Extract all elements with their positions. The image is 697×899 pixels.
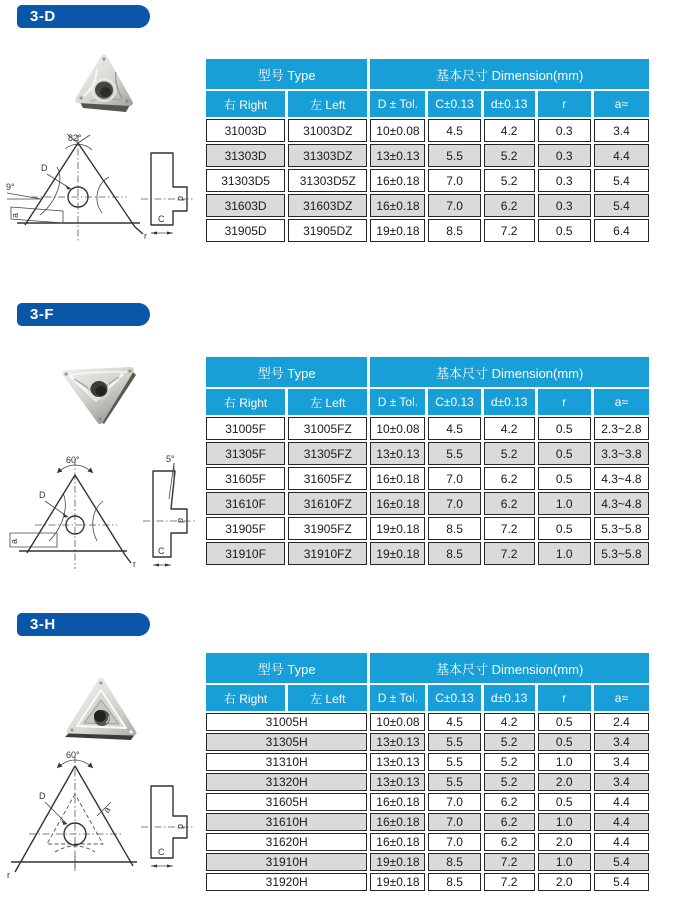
dim-apex-angle: 60° <box>66 750 80 760</box>
col-d-header: d±0.13 <box>484 685 535 711</box>
dimension-cell: 7.2 <box>484 873 535 891</box>
dimension-cell: 13±0.13 <box>370 753 425 771</box>
dimension-cell: 5.5 <box>428 144 480 167</box>
type-group-header: 型号 Type <box>206 653 367 683</box>
dimension-cell: 4.3~4.8 <box>594 467 649 490</box>
dimension-cell: 3.4 <box>594 733 649 751</box>
dimension-cell: 4.4 <box>594 813 649 831</box>
insert-photo-3d <box>70 52 138 120</box>
dimension-cell: 4.4 <box>594 833 649 851</box>
dimension-cell: 16±0.18 <box>370 169 425 192</box>
dimension-cell: 7.0 <box>428 194 480 217</box>
dimension-cell: 0.5 <box>538 517 591 540</box>
dimension-cell: 5.3~5.8 <box>594 517 649 540</box>
dimension-cell: 16±0.18 <box>370 194 425 217</box>
table-row <box>206 873 649 891</box>
dimension-cell: 16±0.18 <box>370 492 425 515</box>
dimension-cell: 5.2 <box>484 733 535 751</box>
dimension-cell: 7.0 <box>428 169 480 192</box>
dimension-cell: 5.5 <box>428 733 480 751</box>
dimension-cell: 31603DZ <box>288 194 367 217</box>
dimension-cell: 6.2 <box>484 793 535 811</box>
insert-photo-3h <box>62 675 140 743</box>
dimension-cell: 8.5 <box>428 873 480 891</box>
dimension-cell: 8.5 <box>428 517 480 540</box>
col-r-header: r <box>538 91 591 117</box>
dimension-cell: 19±0.18 <box>370 542 425 565</box>
spec-table-3d <box>203 57 652 244</box>
dimension-cell: 10±0.08 <box>370 417 425 440</box>
col-c-header: C±0.13 <box>428 389 480 415</box>
dimension-cell: 7.0 <box>428 813 480 831</box>
col-d-header: d±0.13 <box>484 91 535 117</box>
spec-table-3f <box>203 355 652 567</box>
dimension-cell: 5.4 <box>594 853 649 871</box>
dim-hole-label: D <box>39 791 46 801</box>
type-group-header: 型号 Type <box>206 357 367 387</box>
table-row <box>206 442 649 465</box>
model-cell: 31910F <box>206 542 285 565</box>
dimension-cell: 16±0.18 <box>370 813 425 831</box>
dim-apex-angle: 82° <box>68 133 82 143</box>
model-cell: 31303D <box>206 144 285 167</box>
model-cell: 31605F <box>206 467 285 490</box>
dimension-cell: 4.2 <box>484 417 535 440</box>
dimension-cell: 2.0 <box>538 773 591 791</box>
col-d-header: d±0.13 <box>484 389 535 415</box>
dimension-cell: 7.2 <box>484 542 535 565</box>
col-dtol-header: D ± Tol. <box>370 389 425 415</box>
dimension-cell: 31303DZ <box>288 144 367 167</box>
dimension-cell: 2.0 <box>538 873 591 891</box>
dimension-cell: 31605FZ <box>288 467 367 490</box>
dimension-cell: 31305FZ <box>288 442 367 465</box>
dimension-group-header: 基本尺寸 Dimension(mm) <box>370 653 649 683</box>
dimension-cell: 1.0 <box>538 753 591 771</box>
dim-thickness-label: a <box>10 212 20 218</box>
dimension-cell: 8.5 <box>428 542 480 565</box>
table-row <box>206 833 649 851</box>
col-a-header: a≈ <box>594 91 649 117</box>
dimension-cell: 0.3 <box>538 169 591 192</box>
dimension-cell: 6.4 <box>594 219 649 242</box>
dim-radius-label: r <box>144 231 147 241</box>
dimension-cell: 5.2 <box>484 442 535 465</box>
insert-photo-3f <box>57 358 139 428</box>
dimension-cell: 19±0.18 <box>370 873 425 891</box>
dimension-cell: 0.5 <box>538 733 591 751</box>
dimension-cell: 5.5 <box>428 773 480 791</box>
dimension-cell: 6.2 <box>484 833 535 851</box>
dimension-cell: 4.3~4.8 <box>594 492 649 515</box>
dimension-group-header: 基本尺寸 Dimension(mm) <box>370 59 649 89</box>
technical-drawing-3d <box>5 133 200 247</box>
technical-drawing-3h <box>5 750 200 890</box>
table-row <box>206 169 649 192</box>
dimension-cell: 31303D5Z <box>288 169 367 192</box>
dimension-cell: 7.0 <box>428 492 480 515</box>
dim-thickness-label: a <box>9 538 19 544</box>
model-cell: 31920H <box>206 873 367 891</box>
model-cell: 31620H <box>206 833 367 851</box>
dimension-cell: 0.5 <box>538 467 591 490</box>
dimension-cell: 10±0.08 <box>370 713 425 731</box>
dimension-cell: 2.0 <box>538 833 591 851</box>
dimension-cell: 13±0.13 <box>370 442 425 465</box>
dimension-cell: 0.3 <box>538 194 591 217</box>
dim-hole-label: D <box>39 490 46 500</box>
table-row <box>206 219 649 242</box>
table-row <box>206 733 649 751</box>
col-c-header: C±0.13 <box>428 91 480 117</box>
model-cell: 31610H <box>206 813 367 831</box>
model-cell: 31303D5 <box>206 169 285 192</box>
model-cell: 31005F <box>206 417 285 440</box>
dimension-cell: 31005FZ <box>288 417 367 440</box>
table-row <box>206 517 649 540</box>
col-dtol-header: D ± Tol. <box>370 91 425 117</box>
table-row <box>206 753 649 771</box>
table-row <box>206 144 649 167</box>
table-row <box>206 773 649 791</box>
table-row <box>206 467 649 490</box>
dimension-cell: 6.2 <box>484 467 535 490</box>
dim-radius-label: r <box>7 870 10 880</box>
dimension-cell: 13±0.13 <box>370 733 425 751</box>
dimension-cell: 5.4 <box>594 194 649 217</box>
table-row <box>206 542 649 565</box>
section-badge-3h: 3-H <box>17 613 150 636</box>
model-cell: 31310H <box>206 753 367 771</box>
dimension-cell: 0.5 <box>538 219 591 242</box>
model-cell: 31320H <box>206 773 367 791</box>
section-badge-3f: 3-F <box>17 303 150 326</box>
dimension-cell: 0.5 <box>538 442 591 465</box>
dimension-cell: 7.0 <box>428 467 480 490</box>
col-r-header: r <box>538 685 591 711</box>
dimension-cell: 5.3~5.8 <box>594 542 649 565</box>
dimension-cell: 8.5 <box>428 219 480 242</box>
dimension-cell: 0.5 <box>538 713 591 731</box>
dimension-cell: 7.0 <box>428 793 480 811</box>
dimension-cell: 0.5 <box>538 417 591 440</box>
col-left-header: 左 Left <box>288 389 367 415</box>
col-c-header: C±0.13 <box>428 685 480 711</box>
dimension-cell: 4.5 <box>428 713 480 731</box>
dimension-cell: 16±0.18 <box>370 833 425 851</box>
dimension-cell: 13±0.13 <box>370 144 425 167</box>
model-cell: 31305F <box>206 442 285 465</box>
model-cell: 31005H <box>206 713 367 731</box>
dimension-cell: 31910FZ <box>288 542 367 565</box>
dimension-cell: 0.3 <box>538 144 591 167</box>
dimension-cell: 5.4 <box>594 873 649 891</box>
col-a-header: a≈ <box>594 389 649 415</box>
dimension-cell: 3.4 <box>594 753 649 771</box>
dimension-cell: 7.2 <box>484 219 535 242</box>
dimension-cell: 5.2 <box>484 753 535 771</box>
col-a-header: a≈ <box>594 685 649 711</box>
dim-side-width-label: C <box>158 847 165 857</box>
dimension-cell: 31610FZ <box>288 492 367 515</box>
dimension-cell: 1.0 <box>538 492 591 515</box>
table-row <box>206 492 649 515</box>
dimension-cell: 1.0 <box>538 853 591 871</box>
spec-table-3h <box>203 651 652 893</box>
table-row <box>206 853 649 871</box>
dimension-cell: 19±0.18 <box>370 517 425 540</box>
table-row <box>206 713 649 731</box>
technical-drawing-3f <box>5 453 200 577</box>
col-left-header: 左 Left <box>288 91 367 117</box>
dimension-cell: 10±0.08 <box>370 119 425 142</box>
dimension-cell: 6.2 <box>484 492 535 515</box>
dimension-cell: 16±0.18 <box>370 793 425 811</box>
dimension-cell: 0.5 <box>538 793 591 811</box>
dimension-cell: 5.2 <box>484 773 535 791</box>
dimension-cell: 5.2 <box>484 169 535 192</box>
dimension-cell: 7.0 <box>428 833 480 851</box>
dimension-cell: 0.3 <box>538 119 591 142</box>
col-right-header: 右 Right <box>206 685 285 711</box>
dim-radius-label: r <box>133 559 136 569</box>
dim-side-hole-label: d <box>176 196 186 202</box>
table-row <box>206 813 649 831</box>
dim-side-width-label: C <box>158 546 165 556</box>
dimension-cell: 19±0.18 <box>370 853 425 871</box>
dimension-cell: 5.5 <box>428 442 480 465</box>
model-cell: 31305H <box>206 733 367 751</box>
dimension-cell: 1.0 <box>538 542 591 565</box>
dimension-cell: 3.4 <box>594 773 649 791</box>
model-cell: 31603D <box>206 194 285 217</box>
dimension-cell: 31905DZ <box>288 219 367 242</box>
model-cell: 31610F <box>206 492 285 515</box>
dimension-cell: 16±0.18 <box>370 467 425 490</box>
dimension-group-header: 基本尺寸 Dimension(mm) <box>370 357 649 387</box>
dim-taper-angle: 5° <box>166 454 175 464</box>
dimension-cell: 4.5 <box>428 417 480 440</box>
dimension-cell: 2.3~2.8 <box>594 417 649 440</box>
model-cell: 31905D <box>206 219 285 242</box>
dimension-cell: 4.4 <box>594 793 649 811</box>
dimension-cell: 5.5 <box>428 753 480 771</box>
dimension-cell: 13±0.13 <box>370 773 425 791</box>
dim-apex-angle: 60° <box>66 455 80 465</box>
section-badge-3d: 3-D <box>17 5 150 28</box>
dimension-cell: 3.3~3.8 <box>594 442 649 465</box>
dimension-cell: 2.4 <box>594 713 649 731</box>
dimension-cell: 8.5 <box>428 853 480 871</box>
table-row <box>206 417 649 440</box>
dimension-cell: 3.4 <box>594 119 649 142</box>
dim-thickness-label: a <box>101 804 113 815</box>
dimension-cell: 6.2 <box>484 813 535 831</box>
col-left-header: 左 Left <box>288 685 367 711</box>
dim-side-hole-label: d <box>176 824 186 830</box>
dimension-cell: 5.4 <box>594 169 649 192</box>
col-right-header: 右 Right <box>206 91 285 117</box>
dim-left-angle: 9° <box>6 182 15 192</box>
dimension-cell: 31905FZ <box>288 517 367 540</box>
table-row <box>206 194 649 217</box>
dimension-cell: 4.4 <box>594 144 649 167</box>
table-row <box>206 119 649 142</box>
table-row <box>206 793 649 811</box>
dimension-cell: 5.2 <box>484 144 535 167</box>
dimension-cell: 31003DZ <box>288 119 367 142</box>
model-cell: 31003D <box>206 119 285 142</box>
dimension-cell: 6.2 <box>484 194 535 217</box>
dimension-cell: 4.2 <box>484 713 535 731</box>
dimension-cell: 7.2 <box>484 853 535 871</box>
dimension-cell: 19±0.18 <box>370 219 425 242</box>
dimension-cell: 4.2 <box>484 119 535 142</box>
model-cell: 31910H <box>206 853 367 871</box>
type-group-header: 型号 Type <box>206 59 367 89</box>
dim-side-hole-label: d <box>176 518 186 524</box>
model-cell: 31905F <box>206 517 285 540</box>
col-right-header: 右 Right <box>206 389 285 415</box>
dimension-cell: 4.5 <box>428 119 480 142</box>
model-cell: 31605H <box>206 793 367 811</box>
dim-hole-label: D <box>41 163 48 173</box>
dim-side-width-label: C <box>158 214 165 224</box>
dimension-cell: 7.2 <box>484 517 535 540</box>
dimension-cell: 1.0 <box>538 813 591 831</box>
col-r-header: r <box>538 389 591 415</box>
col-dtol-header: D ± Tol. <box>370 685 425 711</box>
